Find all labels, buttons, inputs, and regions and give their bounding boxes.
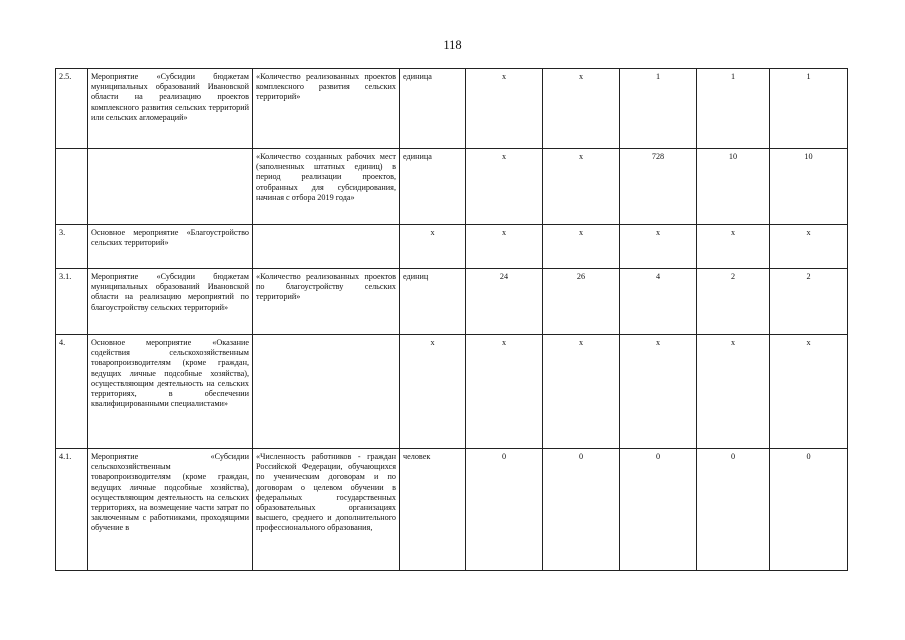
table-row [56, 149, 848, 225]
unit: х [400, 225, 466, 269]
value-2: х [543, 69, 620, 149]
value-5: 1 [770, 69, 848, 149]
table-row [56, 269, 848, 335]
unit: единиц [400, 269, 466, 335]
row-number [56, 149, 88, 225]
event-name: Мероприятие «Субсидии сельскохозяйственным товаропроизводителям (кроме граждан, ведущих личные подсобные хозяйства), осуществляющим деятельность на сельских территориях, на возмещение части затрат по заключенным с работниками, проходящими обучение в [88, 449, 253, 571]
page-number: 118 [443, 38, 462, 52]
value-3: 728 [620, 149, 697, 225]
event-name: Основное мероприятие «Благоустройство сельских территорий» [88, 225, 253, 269]
value-4: х [697, 225, 770, 269]
row-number: 2.5. [56, 69, 88, 149]
event-name: Основное мероприятие «Оказание содействия сельскохозяйственным товаропроизводителям (кроме граждан, ведущих личные подсобные хозяйства), осуществляющим деятельность на сельских территориях, в обеспечении квалифицированными специалистами» [88, 335, 253, 449]
indicator-name: «Количество созданных рабочих мест (заполненных штатных единиц) в период реализации проектов, отобранных для субсидирования, начиная с отбора 2019 года» [253, 149, 400, 225]
value-3: 1 [620, 69, 697, 149]
table-row [56, 449, 848, 571]
value-2: 26 [543, 269, 620, 335]
value-1: х [466, 149, 543, 225]
unit: человек [400, 449, 466, 571]
value-4: 0 [697, 449, 770, 571]
row-number: 3. [56, 225, 88, 269]
value-1: х [466, 225, 543, 269]
value-1: х [466, 335, 543, 449]
value-4: 1 [697, 69, 770, 149]
event-name: Мероприятие «Субсидии бюджетам муниципальных образований Ивановской области на реализацию мероприятий по благоустройству сельских территорий» [88, 269, 253, 335]
value-2: 0 [543, 449, 620, 571]
indicator-name: «Количество реализованных проектов комплексного развития сельских территорий» [253, 69, 400, 149]
value-5: х [770, 335, 848, 449]
table-row [56, 69, 848, 149]
indicator-name: «Численность работников - граждан Российской Федерации, обучающихся по ученическим договорам и по договорам о целевом обучении в федеральных государственных образовательных организациях высшего, среднего и дополнительного профессионального образования, [253, 449, 400, 571]
value-2: х [543, 149, 620, 225]
unit: единица [400, 149, 466, 225]
value-3: 4 [620, 269, 697, 335]
indicator-name: «Количество реализованных проектов по благоустройству сельских территорий» [253, 269, 400, 335]
value-5: 0 [770, 449, 848, 571]
unit: единица [400, 69, 466, 149]
table-row [56, 225, 848, 269]
indicator-name [253, 225, 400, 269]
value-1: х [466, 69, 543, 149]
value-1: 24 [466, 269, 543, 335]
value-5: 2 [770, 269, 848, 335]
table-row [56, 335, 848, 449]
value-2: х [543, 225, 620, 269]
unit: х [400, 335, 466, 449]
value-5: 10 [770, 149, 848, 225]
row-number: 4. [56, 335, 88, 449]
value-3: 0 [620, 449, 697, 571]
value-3: х [620, 335, 697, 449]
indicator-name [253, 335, 400, 449]
value-4: 10 [697, 149, 770, 225]
value-5: х [770, 225, 848, 269]
value-4: х [697, 335, 770, 449]
value-1: 0 [466, 449, 543, 571]
event-name [88, 149, 253, 225]
program-indicators-table [55, 68, 848, 571]
row-number: 4.1. [56, 449, 88, 571]
row-number: 3.1. [56, 269, 88, 335]
event-name: Мероприятие «Субсидии бюджетам муниципальных образований Ивановской области на реализацию проектов комплексного развития сельских территорий или сельских агломераций» [88, 69, 253, 149]
value-4: 2 [697, 269, 770, 335]
value-3: х [620, 225, 697, 269]
value-2: х [543, 335, 620, 449]
